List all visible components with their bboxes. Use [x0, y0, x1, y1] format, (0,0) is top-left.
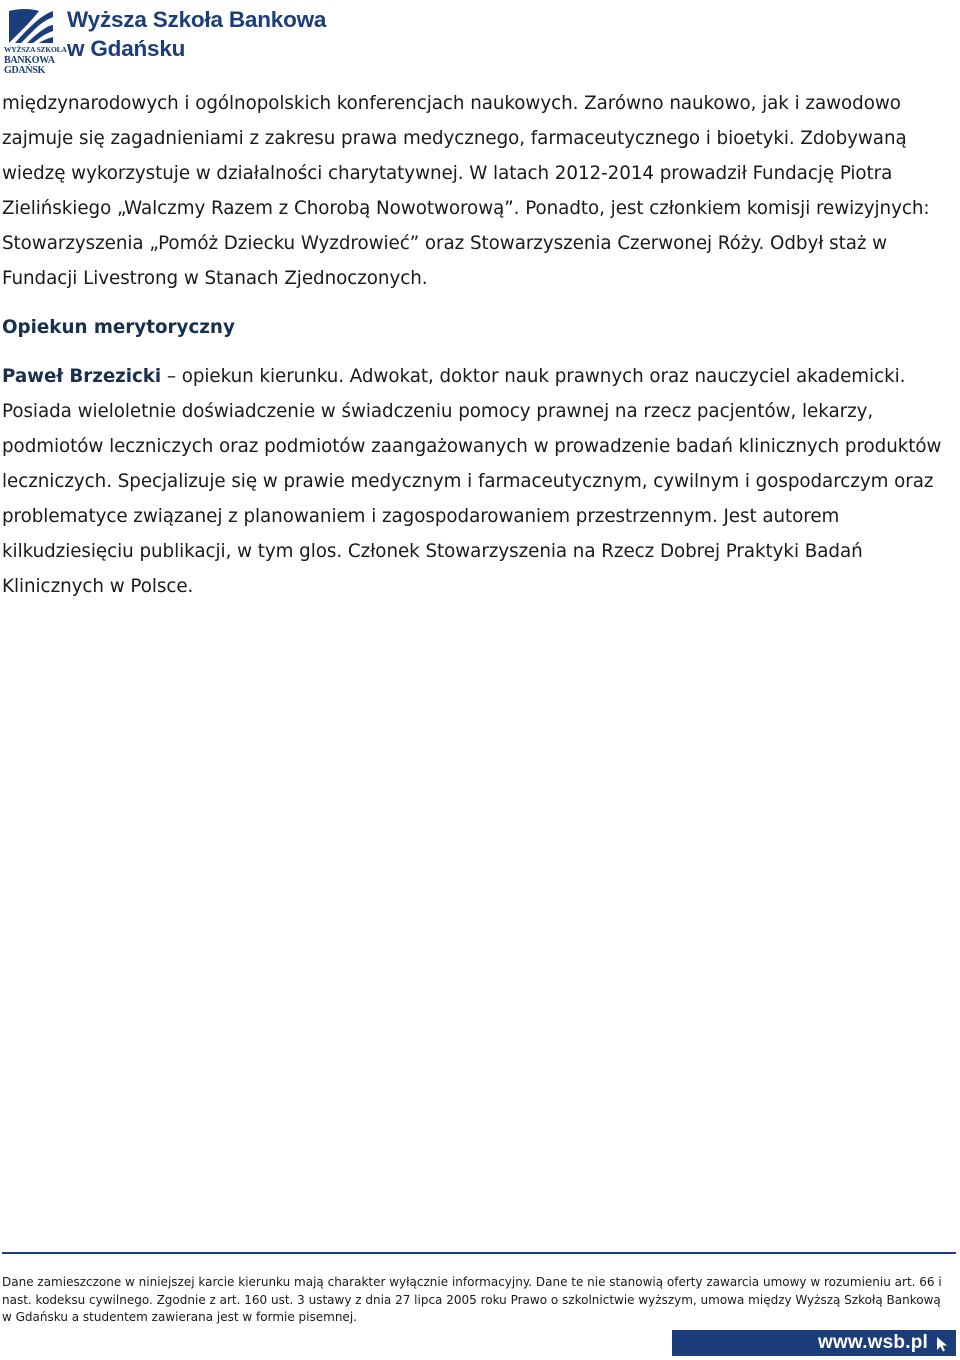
footer-disclaimer: Dane zamieszczone w niniejszej karcie kierunku mają charakter wyłącznie informacyjny. Dane te nie stanowią oferty zawarcia umowy w rozumieniu art. 66 i nast. kodeksu cywilnego. Zgodnie z art. 160 ust. 3 ustawy z dnia 27 lipca 2005 roku Prawo o szkolnictwie wyższym, umowa między Wyższą Szkołą Bankową w Gdańsku a studentem zawierana jest w formie pisemnej.	[2, 1275, 942, 1324]
cursor-arrow-icon	[934, 1336, 950, 1352]
logo-small-line-3: GDAŃSK	[4, 64, 45, 76]
logo-small-text	[4, 45, 67, 76]
website-link[interactable]: www.wsb.pl	[817, 1332, 928, 1353]
advisor-name: Paweł Brzezicki	[2, 366, 162, 387]
logo-small-line-1: WYŻSZA SZKOŁA	[4, 45, 67, 54]
advisor-paragraph	[2, 359, 954, 604]
advisor-description: – opiekun kierunku. Adwokat, doktor nauk prawnych oraz nauczyciel akademicki. Posiada wieloletnie doświadczenie w świadczeniu pomocy prawnej na rzecz pacjentów, lekarzy, podmiotów leczniczych oraz podmiotów zaangażowanych w prowadzenie badań klinicznych produktów leczniczych. Specjalizuje się w prawie medycznym i farmaceutycznym, cywilnym i gospodarczym oraz problematyce związanej z planowaniem i zagospodarowaniem przestrzennym. Jest autorem kilkudziesięciu publikacji, w tym glos. Członek Stowarzyszenia na Rzecz Dobrej Praktyki Badań Klinicznych w Polsce.	[2, 366, 942, 597]
logo-name-line-1: Wyższa Szkoła Bankowa	[67, 7, 327, 32]
footer-divider	[2, 1252, 956, 1254]
logo-name-line-2: w Gdańsku	[67, 36, 186, 61]
logo-small-line-2: BANKOWA	[4, 54, 55, 66]
section-heading: Opiekun merytoryczny	[2, 317, 235, 338]
logo-emblem-icon	[3, 3, 59, 47]
intro-paragraph: międzynarodowych i ogólnopolskich konferencjach naukowych. Zarówno naukowo, jak i zawodowo zajmuje się zagadnieniami z zakresu prawa medycznego, farmaceutycznego i bioetyki. Zdobywaną wiedzę wykorzystuje w działalności charytatywnej. W latach 2012-2014 prowadził Fundację Piotra Zielińskiego „Walczmy Razem z Chorobą Nowotworową”. Ponadto, jest członkiem komisji rewizyjnych: Stowarzyszenia „Pomóż Dziecku Wyzdrowieć” oraz Stowarzyszenia Czerwonej Róży. Odbył staż w Fundacji Livestrong w Stanach Zjednoczonych.	[2, 93, 930, 289]
main-content	[2, 86, 954, 604]
university-logo	[3, 3, 363, 75]
website-banner[interactable]	[672, 1330, 956, 1356]
logo-name	[67, 5, 326, 63]
